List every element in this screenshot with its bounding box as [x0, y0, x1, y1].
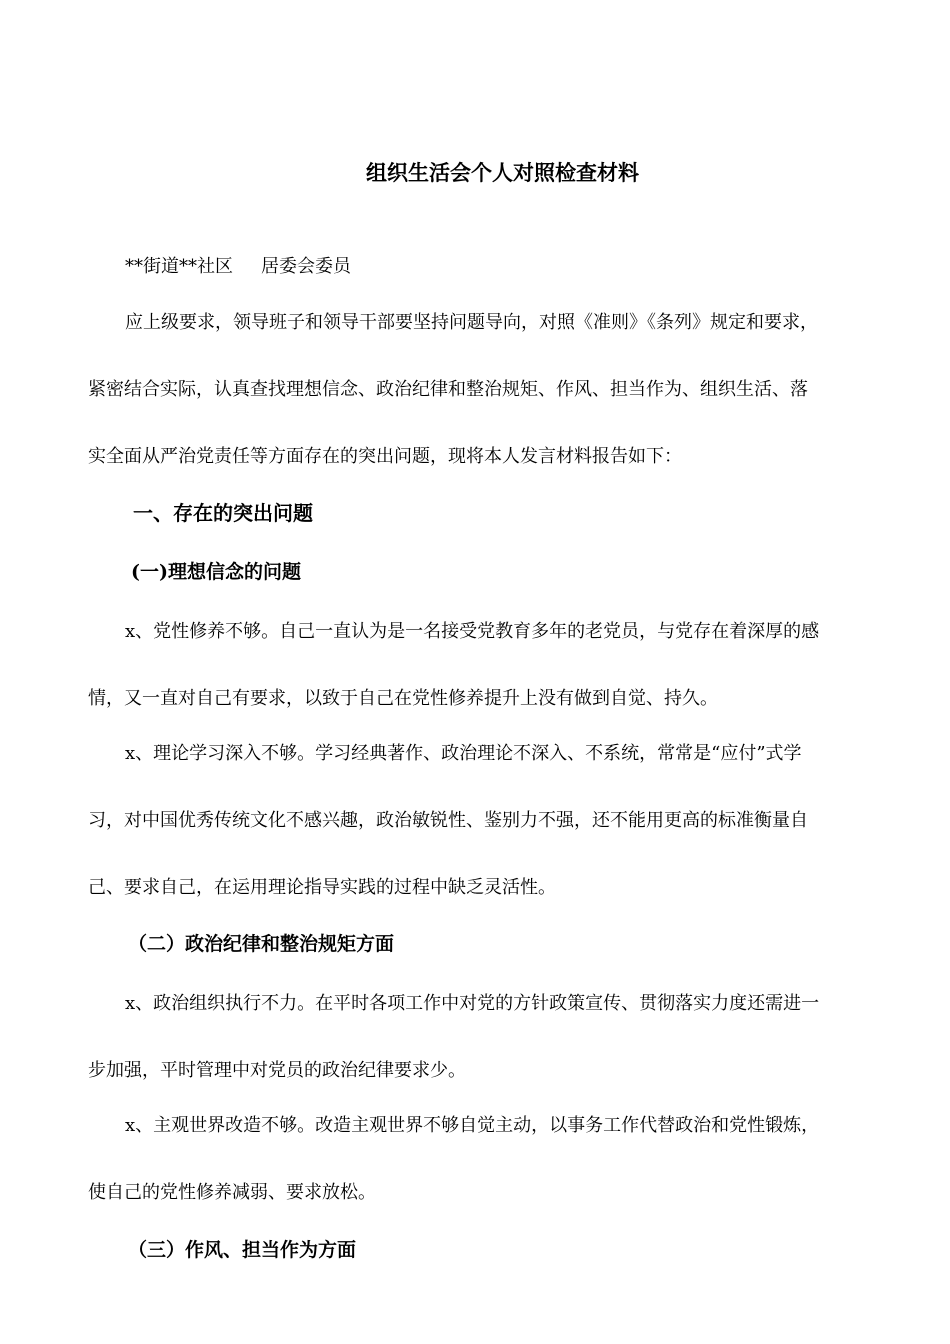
paragraph-line: 使自己的党性修养减弱、要求放松。 — [88, 1182, 376, 1203]
paragraph-line: x、党性修养不够。自己一直认为是一名接受党教育多年的老党员，与党存在着深厚的感 — [125, 621, 820, 642]
subsection-heading: （二）政治纪律和整治规矩方面 — [128, 933, 395, 955]
author-unit: **街道**社区 — [125, 256, 233, 277]
author-line — [125, 255, 351, 279]
paragraph-line: 步加强，平时管理中对党员的政治纪律要求少。 — [88, 1060, 466, 1081]
subsection-heading: （三）作风、担当作为方面 — [128, 1239, 357, 1261]
intro-line: 实全面从严治党责任等方面存在的突出问题，现将本人发言材料报告如下： — [88, 446, 682, 467]
paragraph-line: x、理论学习深入不够。学习经典著作、政治理论不深入、不系统，常常是“应付”式学 — [125, 743, 802, 764]
paragraph-line: 己、要求自己，在运用理论指导实践的过程中缺乏灵活性。 — [88, 877, 556, 898]
subsection-heading: (一)理想信念的问题 — [131, 561, 301, 583]
document-title: 组织生活会个人对照检查材料 — [366, 160, 639, 185]
intro-line: 应上级要求，领导班子和领导干部要坚持问题导向，对照《准则》《条列》规定和要求， — [125, 312, 818, 333]
paragraph-line: x、主观世界改造不够。改造主观世界不够自觉主动，以事务工作代替政治和党性锻炼， — [125, 1115, 820, 1136]
section-heading: 一、存在的突出问题 — [133, 501, 313, 525]
author-role: 居委会委员 — [261, 256, 351, 277]
paragraph-line: 情，又一直对自己有要求，以致于自己在党性修养提升上没有做到自觉、持久。 — [88, 688, 718, 709]
intro-line: 紧密结合实际，认真查找理想信念、政治纪律和整治规矩、作风、担当作为、组织生活、落 — [88, 379, 808, 400]
paragraph-line: x、政治组织执行不力。在平时各项工作中对党的方针政策宣传、贯彻落实力度还需进一 — [125, 993, 820, 1014]
paragraph-line: 习，对中国优秀传统文化不感兴趣，政治敏锐性、鉴别力不强，还不能用更高的标准衡量自 — [88, 810, 808, 831]
